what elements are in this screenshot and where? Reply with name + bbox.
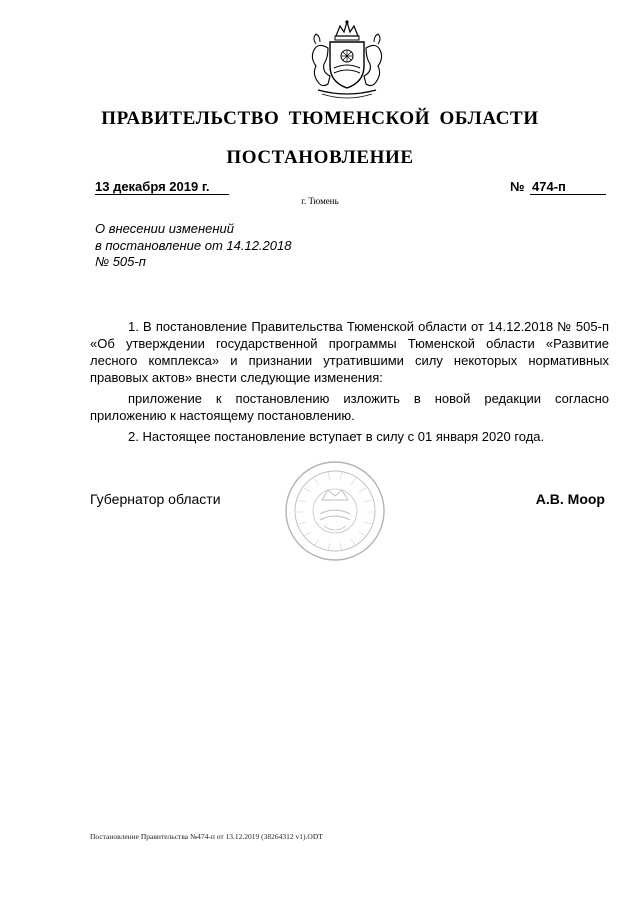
- document-body: [90, 318, 609, 449]
- subject-line: № 505-п: [95, 254, 146, 269]
- document-date: 13 декабря 2019 г.: [95, 179, 229, 195]
- subject-line: О внесении изменений: [95, 221, 234, 236]
- number-label: №: [510, 179, 525, 194]
- official-seal-stamp-icon: [284, 460, 386, 562]
- body-paragraph-2: приложение к постановлению изложить в новой редакции согласно приложению к настоящему постановлению.: [90, 391, 609, 423]
- document-number: 474-п: [530, 179, 606, 195]
- signatory-name: А.В. Моор: [535, 491, 605, 507]
- body-paragraph-1: 1. В постановление Правительства Тюменской области от 14.12.2018 № 505-п «Об утверждении государственной программы Тюменской области «Развитие лесного комплекса» и признании утратившими силу некоторых нормативных правовых актов» внести следующие изменения:: [90, 319, 609, 385]
- document-subject: [95, 221, 335, 271]
- subject-line: в постановление от 14.12.2018: [95, 237, 292, 253]
- document-type: ПОСТАНОВЛЕНИЕ: [226, 147, 414, 168]
- signatory-position: Губернатор области: [90, 491, 221, 507]
- coat-of-arms-icon: [300, 18, 394, 102]
- body-paragraph-3: 2. Настоящее постановление вступает в силу с 01 января 2020 года.: [128, 429, 545, 444]
- document-city: г. Тюмень: [301, 196, 339, 206]
- organization-title: ПРАВИТЕЛЬСТВО ТЮМЕНСКОЙ ОБЛАСТИ: [101, 108, 539, 129]
- document-footer: Постановление Правительства №474-п от 13.12.2019 (38264312 v1).ODT: [90, 832, 323, 841]
